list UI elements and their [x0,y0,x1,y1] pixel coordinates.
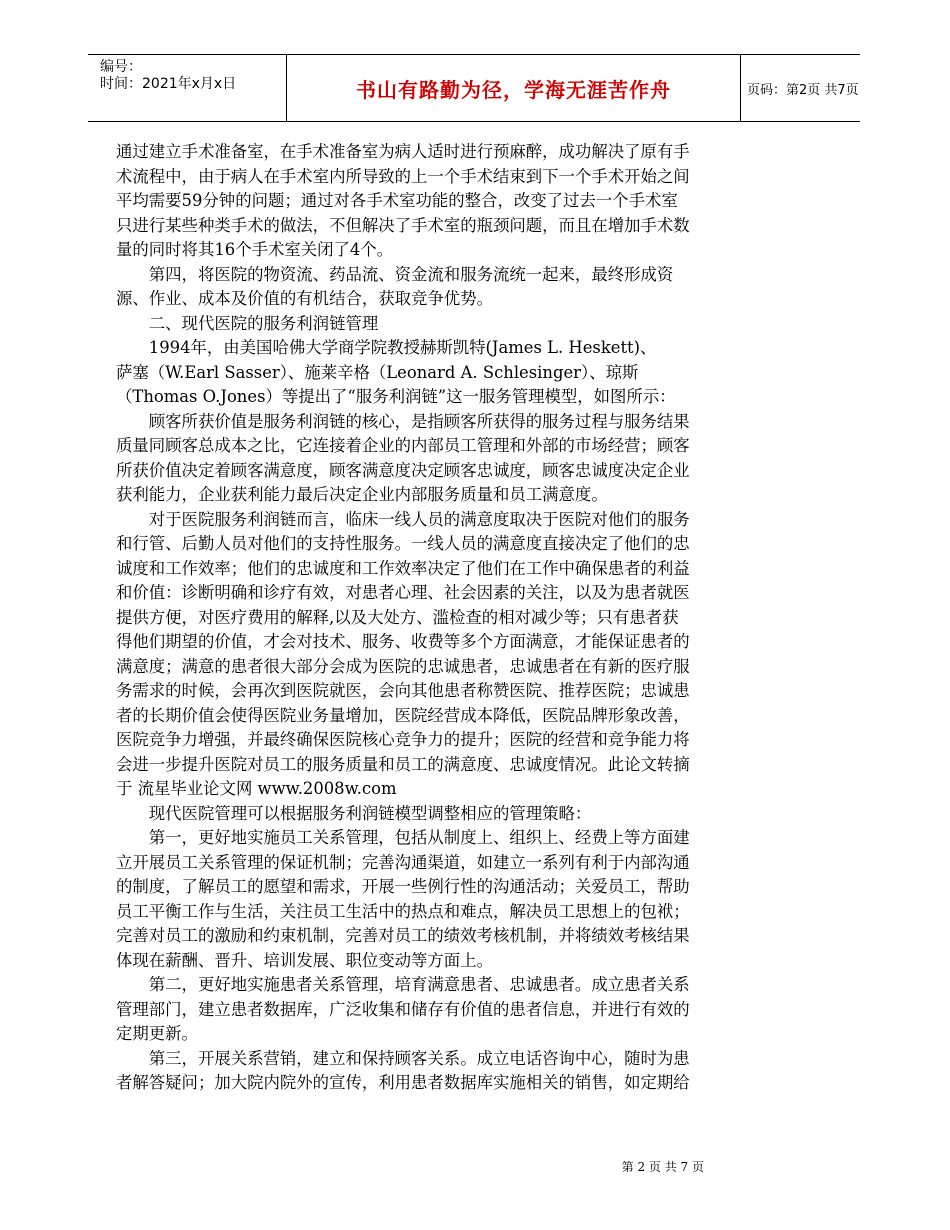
text-line: 量的同时将其16个手术室关闭了4个。 [116,240,394,259]
text-line: 医院竞争力增强，并最终确保医院核心竞争力的提升；医院的经营和竞争能力将 [116,730,690,749]
text-line: 源、作业、成本及价值的有机结合，获取竞争优势。 [116,289,493,308]
text-line: 体现在薪酬、晋升、培训发展、职位变动等方面上。 [116,950,493,970]
text-line: 定期更新。 [116,1024,198,1043]
text-line: 和价值：诊断明确和诊疗有效，对患者心理、社会因素的关注，以及为患者就医 [116,583,690,602]
text-line: 和行管、后勤人员对他们的支持性服务。一线人员的满意度直接决定了他们的忠 [116,534,690,553]
text-line: 顾客所获价值是服务利润链的核心，是指顾客所获得的服务过程与服务结果 [116,411,690,431]
header-meta [88,55,286,121]
text-line: 术流程中，由于病人在手术室内所导致的上一个手术结束到下一个手术开始之间 [116,166,690,186]
text-line: 者的长期价值会使得医院业务量增加，医院经营成本降低，医院品牌形象改善， [116,705,690,725]
text-line: 得他们期望的价值，才会对技术、服务、收费等多个方面满意，才能保证患者的 [116,632,690,651]
page-footer: 第 2 页 共 7 页 [621,1160,704,1174]
text-line: 的制度，了解员工的愿望和需求，开展一些例行性的沟通活动；关爱员工，帮助 [116,877,690,896]
text-line: 通过建立手术准备室，在手术准备室为病人适时进行预麻醉，成功解决了原有手 [116,142,690,161]
text-line: 第四，将医院的物资流、药品流、资金流和服务流统一起来，最终形成资 [116,264,674,284]
text-line: （Thomas O.Jones）等提出了“服务利润链”这一服务管理模型，如图所示： [116,387,676,406]
text-line: 第二，更好地实施患者关系管理，培育满意患者、忠诚患者。成立患者关系 [116,975,690,994]
text-line: 员工平衡工作与生活，关注员工生活中的热点和难点，解决员工思想上的包袱； [116,901,690,921]
text-line: 务需求的时候，会再次到医院就医，会向其他患者称赞医院、推荐医院；忠诚患 [116,681,690,700]
text-line: 现代医院管理可以根据服务利润链模型调整相应的管理策略： [116,803,592,823]
text-line: 会进一步提升医院对员工的服务质量和员工的满意度、忠诚度情况。此论文转摘 [116,754,690,774]
text-line: 立开展员工关系管理的保证机制；完善沟通渠道，如建立一系列有利于内部沟通 [116,852,690,872]
text-line: 者解答疑问；加大院内院外的宣传，利用患者数据库实施相关的销售，如定期给 [116,1073,690,1092]
page-header [88,54,860,122]
document-time: 时间：2021年x月x日 [100,76,237,92]
text-line: 诚度和工作效率；他们的忠诚度和工作效率决定了他们在工作中确保患者的利益 [116,558,690,578]
text-line: 第一，更好地实施员工关系管理，包括从制度上、组织上、经费上等方面建 [116,828,690,847]
text-line: 满意度；满意的患者很大部分会成为医院的忠诚患者，忠诚患者在有新的医疗服 [116,656,690,676]
text-line: 只进行某些种类手术的做法，不但解决了手术室的瓶颈问题，而且在增加手术数 [116,215,690,235]
text-line: 于 流星毕业论文网 www.2008w.com [116,779,397,798]
text-line: 二、现代医院的服务利润链管理 [116,313,379,333]
text-line: 所获价值决定着顾客满意度，顾客满意度决定顾客忠诚度，顾客忠诚度决定企业 [116,460,690,480]
text-line: 管理部门，建立患者数据库，广泛收集和储存有价值的患者信息，并进行有效的 [116,999,690,1019]
header-page-info: 页码：第2页 共7页 [747,82,859,98]
document-body [116,140,766,1096]
text-line: 第三，开展关系营销，建立和保持顾客关系。成立电话咨询中心，随时为患 [116,1048,690,1068]
text-line: 对于医院服务利润链而言，临床一线人员的满意度取决于医院对他们的服务 [116,509,690,529]
header-motto: 书山有路勤为径，学海无涯苦作舟 [286,55,741,121]
text-line: 提供方便，对医疗费用的解释,以及大处方、滥检查的相对减少等；只有患者获 [116,607,679,627]
text-line: 平均需要59分钟的问题；通过对各手术室功能的整合，改变了过去一个手术室 [116,191,678,210]
text-line: 质量同顾客总成本之比，它连接着企业的内部员工管理和外部的市场经营；顾客 [116,436,690,455]
document-number-label: 编号： [100,59,142,75]
text-line: 获利能力，企业获利能力最后决定企业内部服务质量和员工满意度。 [116,485,608,504]
text-line: 完善对员工的激励和约束机制，完善对员工的绩效考核机制，并将绩效考核结果 [116,926,690,945]
text-line: 萨塞（W.Earl Sasser）、施莱辛格（Leonard A. Schlesinger）、琼斯 [116,362,639,382]
text-line: 1994年，由美国哈佛大学商学院教授赫斯凯特(James L. Heskett)、 [116,338,657,357]
